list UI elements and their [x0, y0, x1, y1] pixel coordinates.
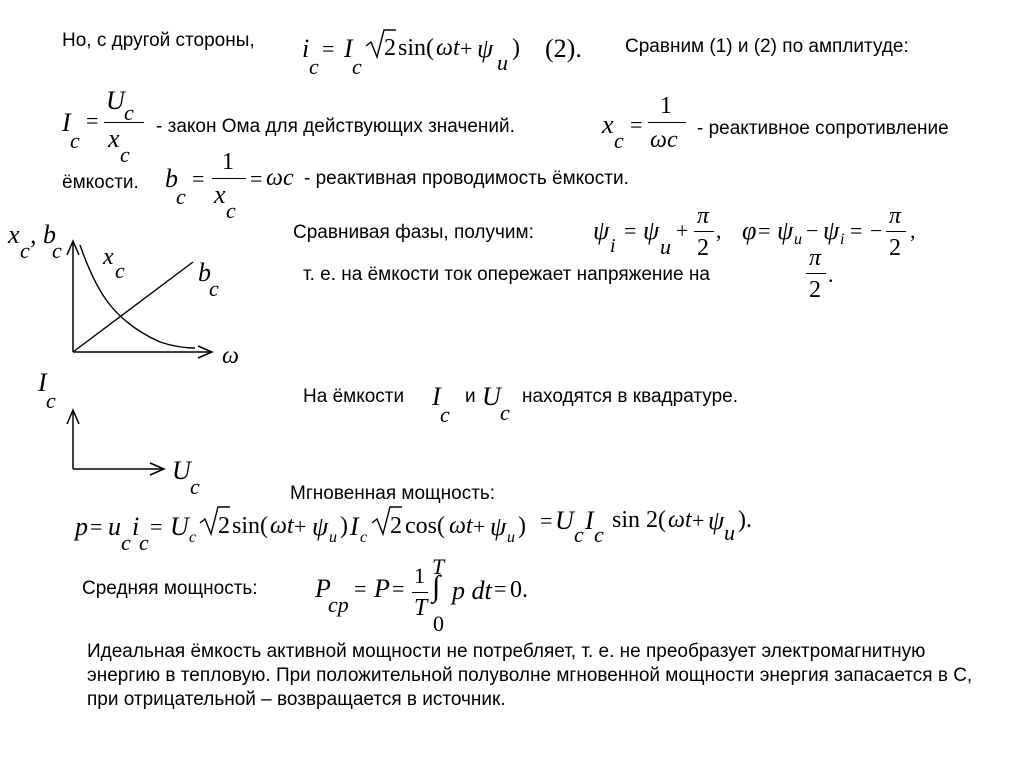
- graph2-x-label-sub: c: [190, 474, 200, 499]
- graph1-y-label: x: [8, 220, 20, 249]
- graph1-curve-label: x: [103, 244, 114, 270]
- capacitance-text: ёмкости.: [62, 172, 139, 193]
- compare-amplitude-text: Сравним (1) и (2) по амплитуде:: [625, 36, 909, 57]
- graph1-line-label-sub: c: [209, 276, 219, 301]
- graph1-y-label2-sub: c: [52, 238, 62, 263]
- phase-intro-text: Сравнивая фазы, получим:: [293, 222, 534, 243]
- graph1-x-label: ω: [222, 343, 239, 369]
- quadrature-text-b: находятся в квадратуре.: [522, 386, 738, 407]
- quadrature-and: и: [465, 386, 476, 407]
- quadrature-text-a: На ёмкости: [303, 386, 405, 407]
- graph2-y-label-sub: c: [46, 388, 56, 413]
- graph1-y-label2: , b: [30, 220, 56, 249]
- susceptance-text: - реактивная проводимость ёмкости.: [304, 168, 629, 189]
- conclusion-paragraph: Идеальная ёмкость активной мощности не потребляет, т. е. не преобразует электромагнитную энергию в тепловую. При положительной полуволне мгновенной мощности энергия запасается в С, при отрицательной – возвращается в источник.: [87, 641, 973, 710]
- instant-power-label: Мгновенная мощность:: [290, 483, 496, 504]
- equation-number: (2).: [545, 34, 582, 63]
- intro-text: Но, с другой стороны,: [62, 30, 255, 51]
- graph1-y-label-sub: c: [20, 238, 30, 263]
- graph1-curve-label-sub: c: [115, 258, 125, 283]
- reactance-text: - реактивное сопротивление: [697, 118, 949, 139]
- phase-result-text: т. е. на ёмкости ток опережает напряжение на: [303, 264, 710, 285]
- graph1-line-label: b: [198, 258, 211, 287]
- graph2-x-label: U: [172, 456, 191, 485]
- average-power-label: Средняя мощность:: [82, 578, 258, 599]
- graph2-y-label: I: [38, 368, 47, 397]
- ohm-law-text: - закон Ома для действующих значений.: [156, 116, 515, 137]
